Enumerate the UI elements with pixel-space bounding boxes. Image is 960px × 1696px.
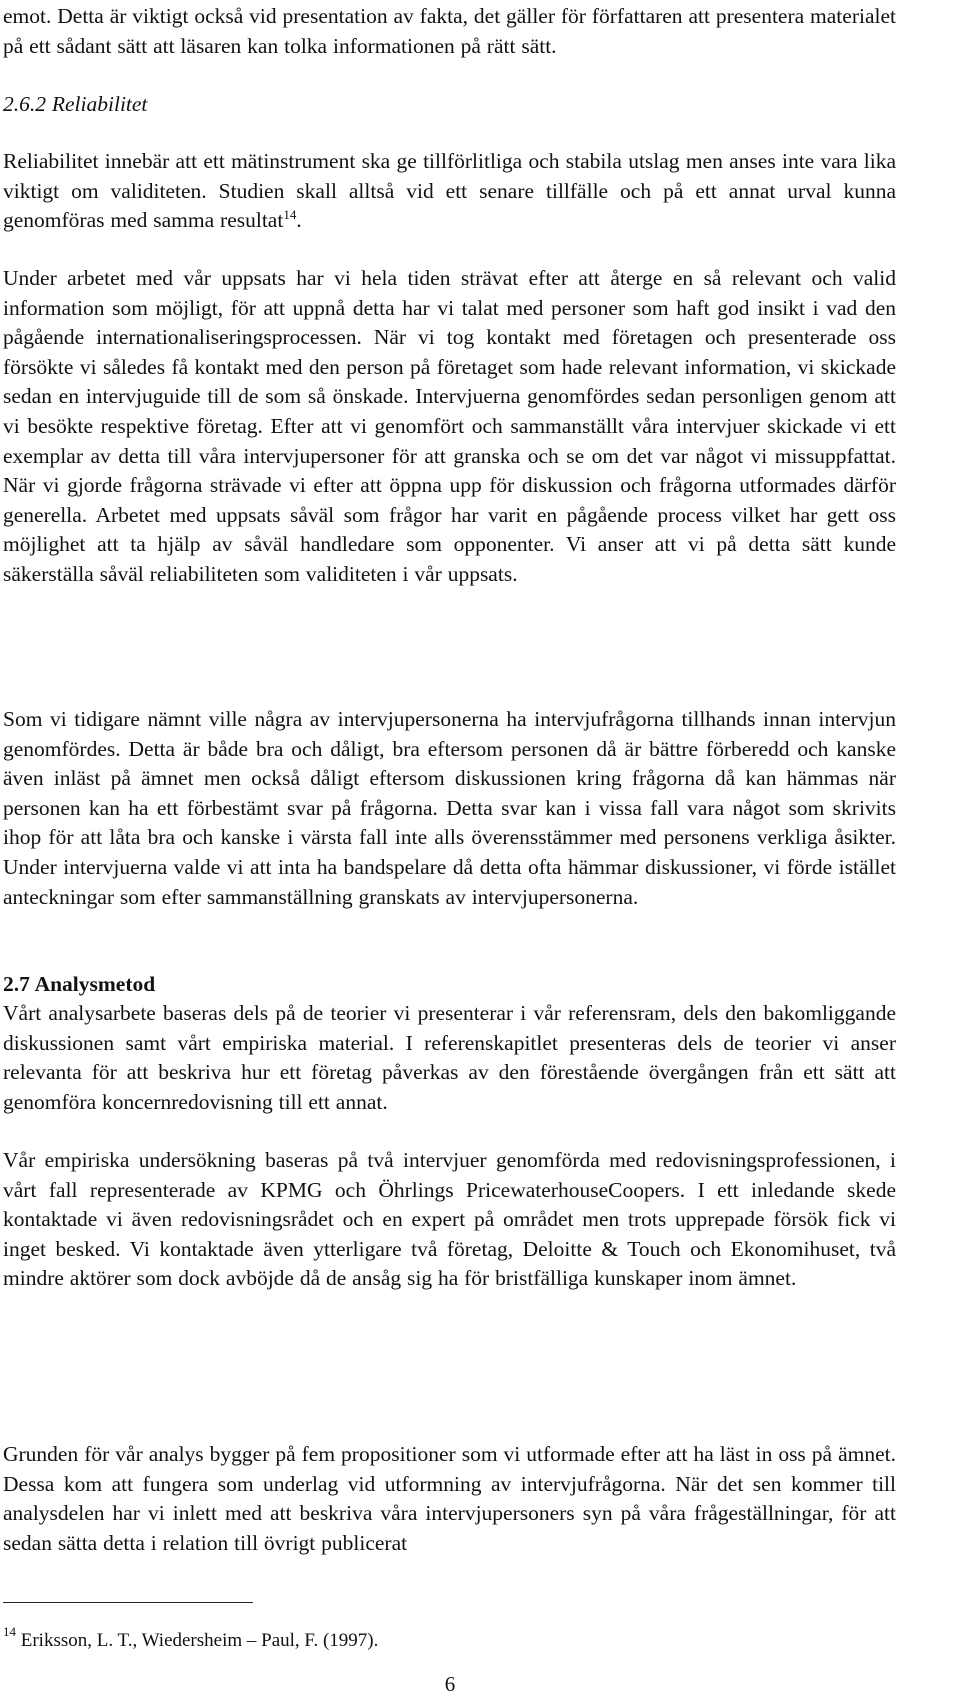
section-heading-analysmetod: 2.7 Analysmetod [3, 972, 156, 996]
reliabilitet-paragraph-2: Under arbetet med vår uppsats har vi hela tiden strävat efter att återge en så relevant och valid information som möjligt, för att uppnå detta har vi talat med personer som haft god insikt i vad den pågående internationaliseringsprocessen. När vi tog kontakt med företagen och presenterade oss försökte vi således få kontakt med den person på företaget som hade relevant information, vi skickade sedan en intervjuguide till de som så önskade. Intervjuerna genomfördes sedan personligen genom att vi besökte respektive företag. Efter att vi genomfört och sammanställt våra intervjuer skickade vi ett exemplar av detta till våra intervjupersoner för att granska och se om det var något vi missuppfattat. När vi gjorde frågorna strävade vi efter att öppna upp för diskussion och frågorna utformades därför generella. Arbetet med uppsats såväl som frågor har varit en pågående process vilket har gett oss möjlighet att ta hjälp av såväl handledare som opponenter. Vi anser att vi på detta sätt kunde säkerställa såväl reliabiliteten som validiteten i vår uppsats. [3, 266, 896, 586]
analysmetod-paragraph-2: Vår empiriska undersökning baseras på två intervjuer genomförda med redovisningsprofessionen, i vårt fall representerade av KPMG och Öhrlings PricewaterhouseCoopers. I ett inledande skede kontaktade vi även redovisningsrådet och en expert på området men trots upprepade försök fick vi inget besked. Vi kontaktade även ytterligare två företag, Deloitte & Touch och Ekonomihuset, två mindre aktörer som dock avböjde då de ansåg sig ha för bristfälliga kunskaper inom ämnet. [3, 1148, 896, 1291]
analysmetod-paragraph-3: Grunden för vår analys bygger på fem propositioner som vi utformade efter att ha läst in oss på ämnet. Dessa kom att fungera som underlag vid utformning av intervjufrågorna. När det sen kommer till analysdelen har vi inlett med att beskriva våra intervjupersoners syn på våra frågeställningar, för att sedan sätta detta i relation till övrigt publicerat [3, 1442, 896, 1555]
reliabilitet-paragraph-3: Som vi tidigare nämnt ville några av intervjupersonerna ha intervjufrågorna tillhands innan intervjun genomfördes. Detta är både bra och dåligt, bra eftersom personen då är bättre förberedd och kanske även inläst på ämnet men också dåligt eftersom diskussionen kring frågorna då kan hämmas när personen kan ha ett förbestämt svar på frågorna. Detta svar kan i vissa fall vara något som skrivits ihop för att låta bra och kanske i värsta fall inte alls överensstämmer med personens verkliga åsikter. Under intervjuerna valde vi att inta ha bandspelare då detta ofta hämmar diskussioner, vi förde istället anteckningar som efter sammanställning granskats av intervjupersonerna. [3, 707, 896, 909]
reliabilitet-paragraph-1-text: Reliabilitet innebär att ett mätinstrument ska ge tillförlitliga och stabila utslag men anses inte vara lika viktigt om validiteten. Studien skall alltså vid ett senare tillfälle och på ett annat urval kunna genomföras med samma resultat [3, 149, 896, 233]
section-heading-reliabilitet: 2.6.2 Reliabilitet [3, 92, 148, 116]
analysmetod-paragraph-1: Vårt analysarbete baseras dels på de teorier vi presenterar i vår referensram, dels den bakomliggande diskussionen samt vårt empiriska material. I referenskapitlet presenteras dels de teorier vi anser relevanta för att beskriva hur ett företag påverkas av den förestående övergången från ett sätt att genomföra koncernredovisning till ett annat. [3, 1001, 896, 1114]
footnote-text: Eriksson, L. T., Wiedersheim – Paul, F. (1997). [20, 1630, 379, 1651]
footnote-number: 14 [3, 1624, 16, 1639]
footnote [3, 1624, 379, 1654]
footnote-separator [3, 1602, 253, 1603]
footnote-reference: 14 [283, 207, 297, 223]
reliabilitet-paragraph-1 [3, 147, 896, 236]
reliabilitet-paragraph-1-end: . [296, 208, 302, 233]
intro-paragraph: emot. Detta är viktigt också vid presentation av fakta, det gäller för författaren att presentera materialet på ett sådant sätt att läsaren kan tolka informationen på rätt sätt. [3, 4, 896, 58]
page-number: 6 [444, 1672, 456, 1696]
